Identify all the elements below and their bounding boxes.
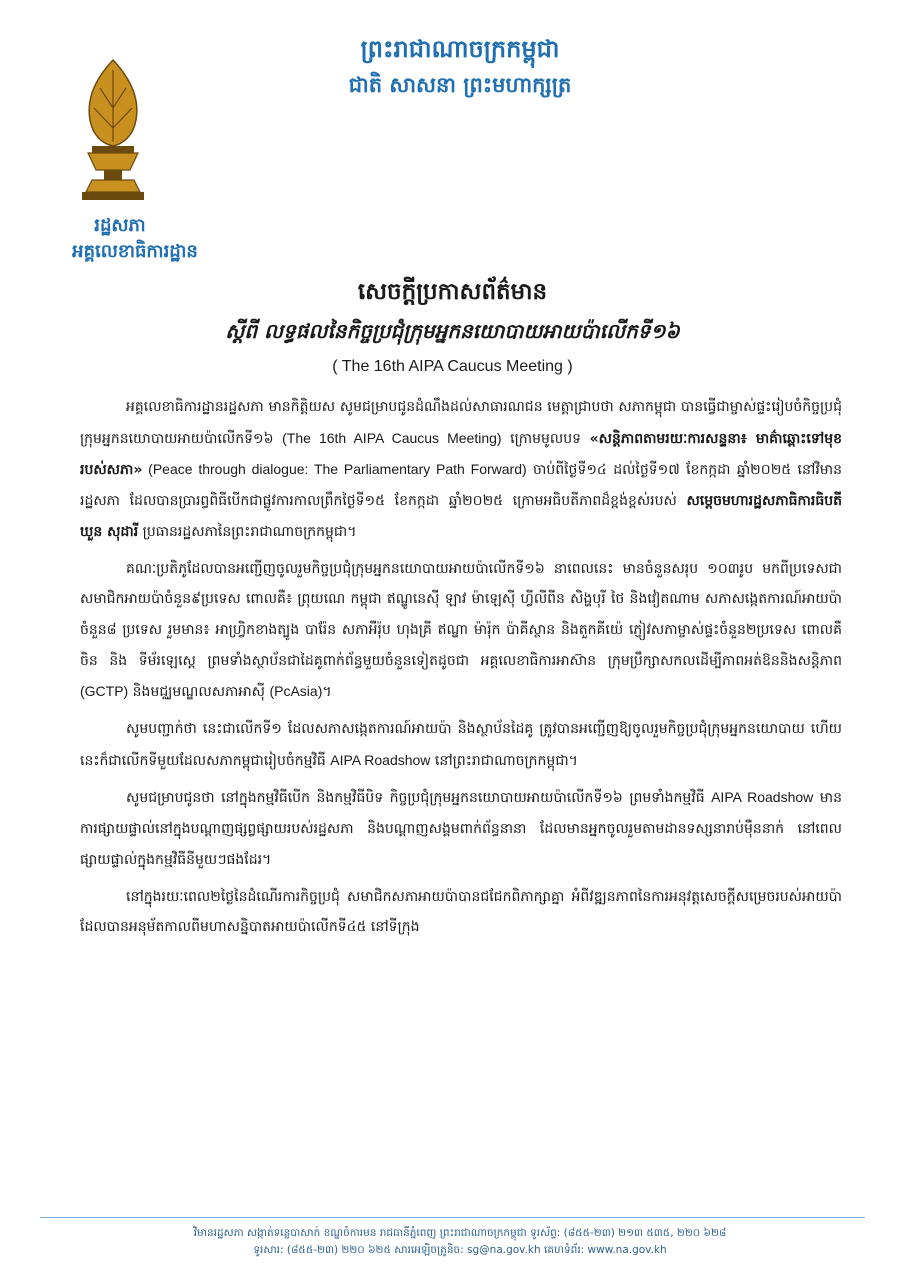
footer-contact <box>80 1225 840 1259</box>
p2-text-e: ។ <box>322 684 332 701</box>
organization-name <box>60 213 210 265</box>
p1-theme: «សន្តិភាពតាមរយៈការសន្ទនា៖ មាគ៌ាឆ្ពោះទៅមុខរបស់សភា» <box>80 430 842 479</box>
p1-president-name: សម្តេចមហារដ្ឋសភាធិការធិបតី ឃួន សុដារី <box>80 493 842 540</box>
paragraph-4 <box>80 782 842 875</box>
p1-text-c: ក្រោមមូលបទ <box>501 430 590 447</box>
footer-fax-email-web: ទូរសារ: (៨៥៥-២៣) ២២០ ៦២៥ សារអេឡិចត្រូនិច: sg@na.gov.kh គេហទំព័រ: www.na.gov.kh <box>253 1244 667 1256</box>
p2-text-b: (GCTP) <box>80 683 129 700</box>
paragraph-1 <box>80 392 842 548</box>
p4-text-b: AIPA Roadshow <box>711 789 814 806</box>
national-motto <box>290 30 630 102</box>
document-subtitle: ស្តីពី លទ្ធផលនៃកិច្ចប្រជុំក្រុមអ្នកនយោបាយអាយប៉ាលើកទី១៦ <box>225 319 680 343</box>
org-line-1: រដ្ឋសភា <box>94 215 146 236</box>
p1-text-f: ចាប់ពីថ្ងៃទី១៤ ដល់ថ្ងៃទី១៧ ខែកក្កដា ឆ្នាំ២០២៥ នៅវិមានរដ្ឋសភា ដែលបានប្រារព្ធពិធីបើកជាផ្លូវការកាលព្រឹកថ្ងៃទី១៥ ខែកក្កដា ឆ្នាំ២០២៥ ក្រោមអធិបតីភាពដ៏ខ្ពង់ខ្ពស់របស់ <box>80 462 842 510</box>
p2-text-c: និងមជ្ឈមណ្ឌលសភាអាស៊ី <box>128 684 270 701</box>
kingdom-name: ព្រះរាជាណាចក្រកម្ពុជា <box>360 35 560 63</box>
p1-text-a: អគ្គលេខាធិការដ្ឋានរដ្ឋសភា មានកិត្តិយស សូមជម្រាបជូនដំណឹងដល់សាធារណជន មេត្តាជ្រាបថា សភាកម្ពុជា បានធ្វើជាម្ចាស់ផ្ទះរៀបចំកិច្ចប្រជុំក្រុមអ្នកនយោបាយអាយប៉ាលើកទី១៦ <box>80 399 842 447</box>
org-line-2: អគ្គលេខាធិការដ្ឋាន <box>72 241 198 262</box>
paragraph-3 <box>80 714 842 776</box>
p2-text-a: គណៈប្រតិភូដែលបានអញ្ជើញចូលរួមកិច្ចប្រជុំក្រុមអ្នកនយោបាយអាយប៉ាលើកទី១៦ នាពេលនេះ មានចំនួនសរុប ១០៣រូប មកពីប្រទេសជាសមាជិកអាយប៉ាចំនួន៩ប្រទេស ពោលគឺ៖ ព្រុយណេ កម្ពុជា ឥណ្ឌូនេស៊ី ឡាវ ម៉ាឡេស៊ី ហ្វីលីពីន សិង្ហបុរី ថៃ និងវៀតណាម សភាសង្កេតការណ៍អាយប៉ាចំនួន៨ ប្រទេស រួមមាន៖ អាហ្វ្រិកខាងត្បូង បារ៉ែន សភាអឺរ៉ុប ហុងគ្រី ឥណ្ឌា ម៉ារ៉ុក ប៉ាគីស្ថាន និងតួកគីយ៉េ ភ្ញៀវសភាម្ចាស់ផ្ទះចំនួន២ប្រទេស ពោលគឺ ចិន និង ទីម័រឡេស្តេ ព្រមទាំងស្ថាប័នជាដៃគូពាក់ព័ន្ធមួយចំនួនទៀតដូចជា អគ្គលេខាធិការអាស៊ាន ក្រុមប្រឹក្សាសកលដើម្បីភាពអត់ឱននិងសន្តិភាព <box>80 560 842 669</box>
document-subtitle-english: ( The 16th AIPA Caucus Meeting ) <box>332 358 573 375</box>
paragraph-2 <box>80 554 842 709</box>
paragraph-5 <box>80 882 842 943</box>
p2-text-d: (PcAsia) <box>269 683 323 700</box>
p1-text-h: ប្រធានរដ្ឋសភានៃព្រះរាជាណាចក្រកម្ពុជា។ <box>138 523 357 540</box>
national-assembly-emblem <box>78 58 148 208</box>
motto-line: ជាតិ សាសនា ព្រះមហាក្សត្រ <box>348 73 572 97</box>
p4-text-c: មានការផ្សាយផ្ទាល់នៅក្នុងបណ្តាញផ្សព្វផ្សាយរបស់រដ្ឋសភា និងបណ្តាញសង្គមពាក់ព័ន្ធនានា ដែលមានអ្នកចូលរួមតាមដានទស្សនារាប់ម៉ឺននាក់ នៅពេលផ្សាយផ្ទាល់ក្នុងកម្មវិធីនីមួយៗផងដែរ។ <box>80 790 842 868</box>
p5-text-a: នៅក្នុងរយៈពេល២ថ្ងៃនៃដំណើរការកិច្ចប្រជុំ សមាជិកសភាអាយប៉ាបានជជែកពិភាក្សាគ្នា អំពីវឌ្ឍនភាពនៃការអនុវត្តសេចក្តីសម្រេចរបស់អាយប៉ា ដែលបានអនុម័តកាលពីមហាសន្និបាតអាយប៉ាលើកទី៤៥ នៅទីក្រុង <box>80 888 842 936</box>
p3-text-c: នៅព្រះរាជាណាចក្រកម្ពុជា។ <box>430 752 578 769</box>
p3-text-b: AIPA Roadshow <box>330 751 431 768</box>
document-title: សេចក្តីប្រកាសព័ត៌មាន <box>357 279 548 305</box>
p1-theme-english: (Peace through dialogue: The Parliamentary Path Forward) <box>142 461 527 478</box>
press-release-body <box>80 392 842 949</box>
p3-text-a: សូមបញ្ជាក់ថា នេះជាលើកទី១ ដែលសភាសង្កេតការណ៍អាយប៉ា និងស្ថាប័នដៃគូ ត្រូវបានអញ្ជើញឱ្យចូលរួមកិច្ចប្រជុំក្រុមអ្នកនយោបាយ ហើយនេះក៏ជាលើកទីមួយដែលសភាកម្ពុជារៀបចំកម្មវិធី <box>80 721 842 769</box>
p4-text-a: សូមជម្រាបជូនថា នៅក្នុងកម្មវិធីបើក និងកម្មវិធីបិទ កិច្ចប្រជុំក្រុមអ្នកនយោបាយអាយប៉ាលើកទី១៦ ព្រមទាំងកម្មវិធី <box>126 790 712 807</box>
footer-divider <box>40 1217 865 1218</box>
footer-address: វិមានរដ្ឋសភា សង្កាត់ទន្លេបាសាក់ ខណ្ឌចំការមន រាជធានីភ្នំពេញ ព្រះរាជាណាចក្រកម្ពុជា ទូរស័ព្ទ: (៨៥៥-២៣) ២១៣ ៥៣៥, ២២០ ៦២៨ <box>193 1227 727 1239</box>
p1-text-b: (The 16th AIPA Caucus Meeting) <box>282 429 502 446</box>
